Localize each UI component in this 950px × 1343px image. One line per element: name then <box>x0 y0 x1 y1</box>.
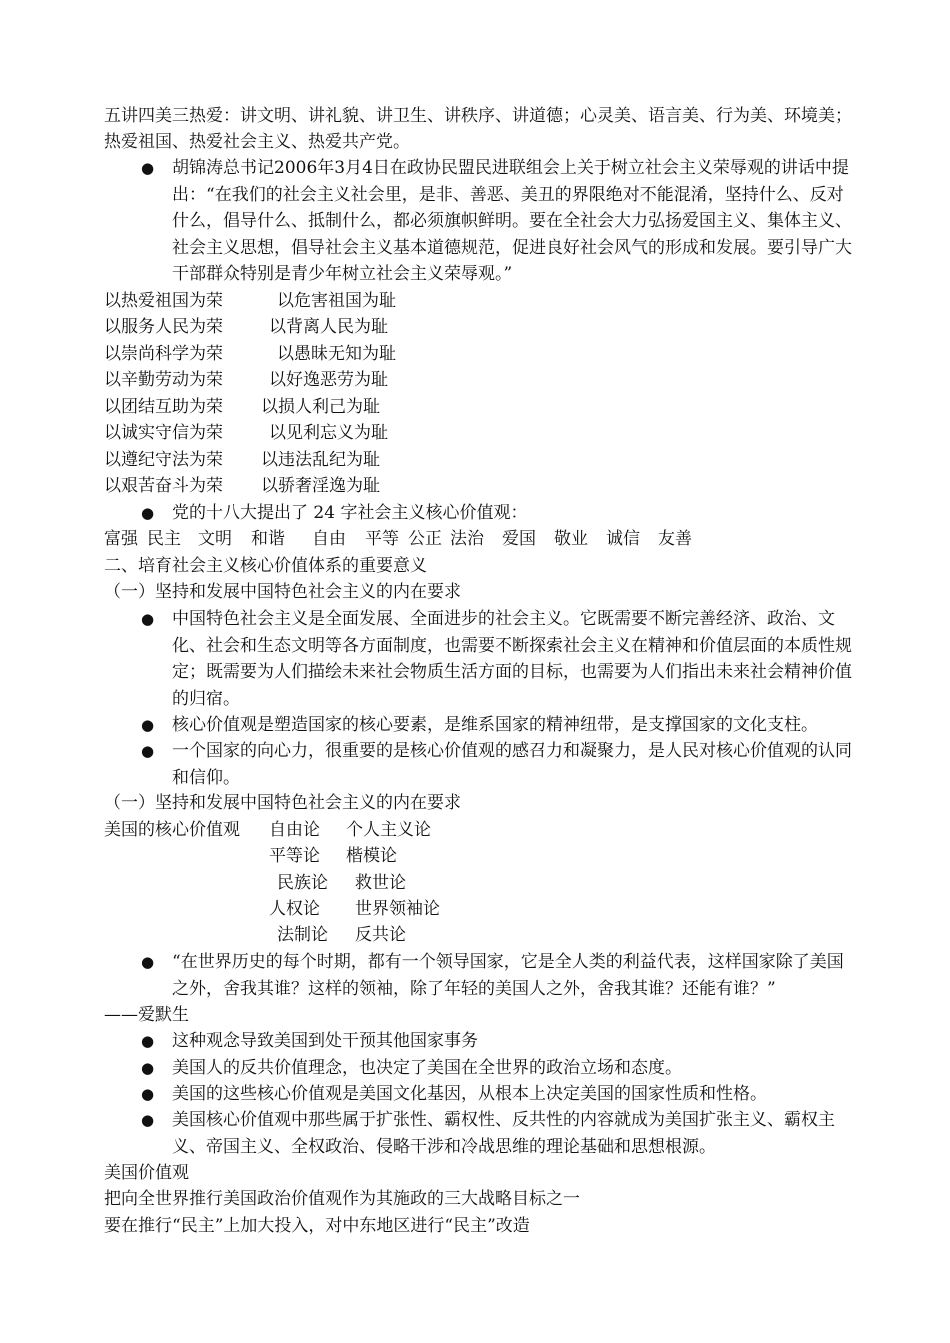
bullet-icon: ● <box>141 716 155 734</box>
core-value: 自由 <box>312 529 346 549</box>
shame-item: 以背离人民为耻 <box>269 317 388 337</box>
honor-item: 以艰苦奋斗为荣 <box>104 476 223 496</box>
bullet-icon: ● <box>141 159 155 177</box>
shame-item: 以愚昧无知为耻 <box>277 344 396 364</box>
core-value: 和谐 <box>251 529 285 549</box>
us-bullet-paragraph: 美国的这些核心价值观是美国文化基因，从根本上决定美国的国家性质和性格。 <box>172 1084 767 1104</box>
closing-line-2: 把向全世界推行美国政治价值观作为其施政的三大战略目标之一 <box>104 1189 580 1209</box>
bullet-icon: ● <box>141 1085 155 1103</box>
us-value-right: 个人主义论 <box>346 820 431 840</box>
core-value: 爱国 <box>502 529 536 549</box>
subsection-1-heading: （一）坚持和发展中国特色社会主义的内在要求 <box>104 582 461 602</box>
bullet-icon: ● <box>141 1111 155 1129</box>
shame-item: 以骄奢淫逸为耻 <box>261 476 380 496</box>
emerson-attribution: ——爱默生 <box>104 1005 189 1025</box>
us-bullet-paragraph: 这种观念导致美国到处干预其他国家事务 <box>172 1031 478 1051</box>
sub1-bullet-paragraph: 核心价值观是塑造国家的核心要素，是维系国家的精神纽带，是支撑国家的文化支柱。 <box>172 715 818 735</box>
bullet-icon: ● <box>141 1032 155 1050</box>
core-value: 平等 <box>365 529 399 549</box>
shame-item: 以损人利己为耻 <box>261 397 380 417</box>
core-value: 诚信 <box>606 529 640 549</box>
emerson-quote: “在世界历史的每个时期，都有一个领导国家，它是全人类的利益代表，这样国家除了美国之外，舍我其谁？这样的领袖，除了年轻的美国人之外，舍我其谁？还能有谁？” <box>172 952 844 999</box>
shame-item: 以好逸恶劳为耻 <box>269 370 388 390</box>
core-value: 文明 <box>198 529 232 549</box>
us-value-left: 法制论 <box>277 925 328 945</box>
honor-item: 以诚实守信为荣 <box>104 423 223 443</box>
core-value: 友善 <box>658 529 692 549</box>
honor-item: 以服务人民为荣 <box>104 317 223 337</box>
us-value-left: 民族论 <box>277 873 328 893</box>
hu-speech-paragraph: 胡锦涛总书记2006年3月4日在政协民盟民进联组会上关于树立社会主义荣辱观的讲话中提出：“在我们的社会主义社会里，是非、善恶、美丑的界限绝对不能混淆，坚持什么、反对什么，倡导什么、抵制什么，都必须旗帜鲜明。要在全社会大力弘扬爱国主义、集体主义、社会主义思想，倡导社会主义基本道德规范，促进良好社会风气的形成和发展。要引导广大干部群众特别是青少年树立社会主义荣辱观。” <box>172 158 852 284</box>
us-value-right: 救世论 <box>355 873 406 893</box>
honor-item: 以团结互助为荣 <box>104 397 223 417</box>
us-value-right: 世界领袖论 <box>355 899 440 919</box>
us-values-label: 美国的核心价值观 <box>104 820 240 840</box>
bullet-icon: ● <box>141 953 155 971</box>
intro-line-1: 五讲四美三热爱：讲文明、讲礼貌、讲卫生、讲秩序、讲道德；心灵美、语言美、行为美、环境美； <box>104 106 852 126</box>
core-value: 法治 <box>450 529 484 549</box>
us-value-right: 楷模论 <box>346 846 397 866</box>
honor-item: 以辛勤劳动为荣 <box>104 370 223 390</box>
shame-item: 以危害祖国为耻 <box>277 291 396 311</box>
bullet-icon: ● <box>141 1059 155 1077</box>
intro-line-2: 热爱祖国、热爱社会主义、热爱共产党。 <box>104 132 410 152</box>
honor-item: 以崇尚科学为荣 <box>104 344 223 364</box>
shame-item: 以违法乱纪为耻 <box>261 450 380 470</box>
honor-item: 以热爱祖国为荣 <box>104 291 223 311</box>
us-bullet-paragraph: 美国核心价值观中那些属于扩张性、霸权性、反共性的内容就成为美国扩张主义、霸权主义、帝国主义、全权政治、侵略干涉和冷战思维的理论基础和思想根源。 <box>172 1110 835 1157</box>
us-bullet-paragraph: 美国人的反共价值理念，也决定了美国在全世界的政治立场和态度。 <box>172 1058 682 1078</box>
closing-line-1: 美国价值观 <box>104 1163 189 1183</box>
core-value: 公正 <box>408 529 442 549</box>
eighteenth-congress-line: 党的十八大提出了 24 字社会主义核心价值观： <box>172 503 528 523</box>
honor-item: 以遵纪守法为荣 <box>104 450 223 470</box>
section-2-heading: 二、培育社会主义核心价值体系的重要意义 <box>104 556 427 576</box>
us-value-left: 人权论 <box>269 899 320 919</box>
shame-item: 以见利忘义为耻 <box>269 423 388 443</box>
subsection-2-heading: （一）坚持和发展中国特色社会主义的内在要求 <box>104 793 461 813</box>
closing-line-3: 要在推行“民主”上加大投入，对中东地区进行“民主”改造 <box>104 1216 530 1236</box>
sub1-bullet-paragraph: 中国特色社会主义是全面发展、全面进步的社会主义。它既需要不断完善经济、政治、文化、社会和生态文明等各方面制度，也需要不断探索社会主义在精神和价值层面的本质性规定；既需要为人们描绘未来社会物质生活方面的目标，也需要为人们指出未来社会精神价值的归宿。 <box>172 609 852 709</box>
sub1-bullet-paragraph: 一个国家的向心力，很重要的是核心价值观的感召力和凝聚力，是人民对核心价值观的认同和信仰。 <box>172 741 852 788</box>
core-value: 富强 <box>104 529 138 549</box>
core-value: 民主 <box>147 529 181 549</box>
us-value-right: 反共论 <box>355 925 406 945</box>
us-value-left: 自由论 <box>269 820 320 840</box>
core-value: 敬业 <box>554 529 588 549</box>
us-value-left: 平等论 <box>269 846 320 866</box>
bullet-icon: ● <box>141 610 155 628</box>
bullet-icon: ● <box>141 504 155 522</box>
bullet-icon: ● <box>141 742 155 760</box>
